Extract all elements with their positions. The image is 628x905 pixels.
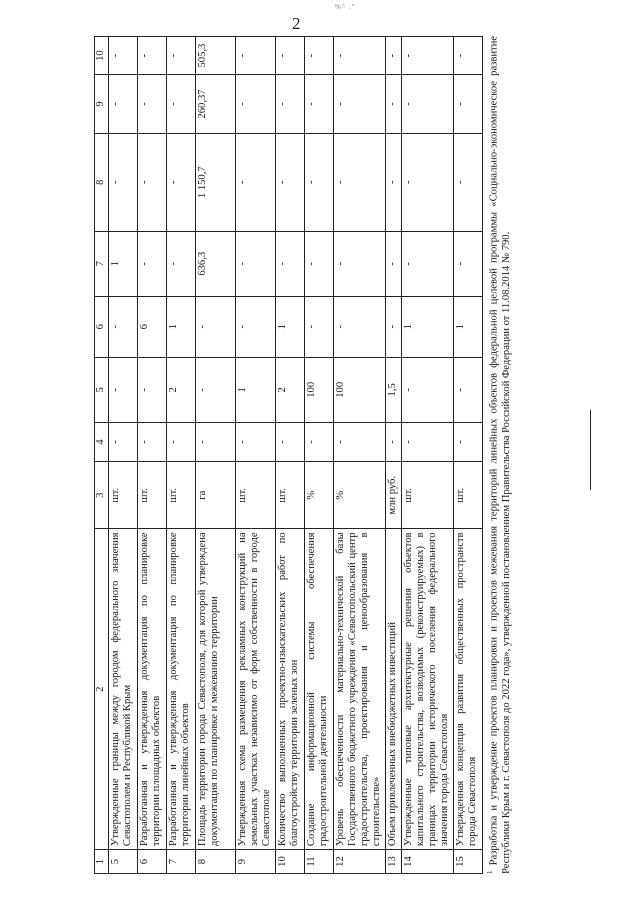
table-cell-unit: шт. — [402, 462, 454, 529]
table-cell-value: - — [236, 75, 276, 134]
table-cell-number: 7 — [167, 850, 196, 874]
table-cell-value: - — [276, 231, 305, 296]
rotated-page-content — [94, 36, 604, 874]
table-cell-value: - — [386, 133, 402, 231]
table-cell-value: - — [109, 422, 138, 461]
table-cell-value: - — [334, 231, 386, 296]
table-cell-value: 1 — [109, 231, 138, 296]
table-cell-value: - — [276, 133, 305, 231]
table-cell-indicator: Утвержденные границы между городом федерального значения Севастополем и Республикой Крым — [109, 529, 138, 850]
table-cell-number: 6 — [138, 850, 167, 874]
table-cell-indicator: Утвержденная концепция развития общественных пространств города Севастополя — [454, 529, 483, 850]
table-cell-value: - — [167, 75, 196, 134]
table-cell-value: - — [386, 296, 402, 357]
footnote-marker: 1 — [486, 870, 494, 874]
table-cell-indicator: Площадь территории города Севастополя, для которой утверждена документация по планировке и межеванию территории — [196, 529, 236, 850]
table-row — [386, 37, 402, 874]
scan-mark: %^ ." — [335, 3, 356, 11]
table-cell-value: - — [386, 37, 402, 75]
table-cell-value: - — [402, 75, 454, 134]
table-cell-value: - — [454, 231, 483, 296]
table-cell-value: - — [138, 75, 167, 134]
table-row — [196, 37, 236, 874]
table-cell-indicator: Утвержденные типовые архитектурные решения объектов капитального строительства, возводимых (реконструируемых) в границах территории исторического поселения федерального значения города Севастополя — [402, 529, 454, 850]
table-cell-value: - — [196, 296, 236, 357]
table-cell-value: 1 — [402, 296, 454, 357]
table-cell-value: 1 — [236, 357, 276, 422]
table-cell-value: - — [402, 37, 454, 75]
table-cell-indicator: Разработанная и утвержденная документация по планировке территории линейных объектов — [167, 529, 196, 850]
header-cell: 4 — [95, 422, 109, 461]
table-cell-value: 1,5 — [386, 357, 402, 422]
table-cell-value: - — [386, 231, 402, 296]
table-cell-number: 12 — [334, 850, 386, 874]
header-row — [95, 37, 109, 874]
table-cell-value: - — [305, 133, 334, 231]
table-cell-value: 1 150,7 — [196, 133, 236, 231]
footnote-text: Разработка и утверждение проектов планировки и проектов межевания территорий линейных объектов федеральной целевой программы «Социально-экономическое развитие Республики Крым и г. Севастополя до 2022 года», утвержденной постановлением Правительства Российской Федерации от 11.08.2014 № 790. — [488, 35, 513, 874]
table-row — [305, 37, 334, 874]
table-cell-value: - — [305, 37, 334, 75]
table-cell-value: - — [167, 133, 196, 231]
table-cell-value: 1 — [276, 296, 305, 357]
table-cell-value: - — [305, 422, 334, 461]
table-row — [276, 37, 305, 874]
table-row — [109, 37, 138, 874]
table-cell-value: - — [236, 422, 276, 461]
table-cell-value: - — [236, 133, 276, 231]
header-cell: 3 — [95, 462, 109, 529]
table-cell-value: - — [402, 422, 454, 461]
table-cell-value: - — [402, 133, 454, 231]
table-cell-indicator: Количество выполненных проектно-изыскательских работ по благоустройству территории зеленых зон — [276, 529, 305, 850]
table-cell-value: - — [454, 357, 483, 422]
table-row — [167, 37, 196, 874]
table-cell-value: - — [334, 296, 386, 357]
table-cell-value: - — [109, 357, 138, 422]
table-cell-value: - — [109, 296, 138, 357]
table-cell-value: - — [196, 422, 236, 461]
table-body — [109, 37, 483, 874]
header-cell: 5 — [95, 357, 109, 422]
table-cell-value: 260,37 — [196, 75, 236, 134]
table-cell-value: - — [167, 37, 196, 75]
table-cell-value: - — [167, 231, 196, 296]
table-cell-value: 6 — [138, 296, 167, 357]
table-cell-value: - — [236, 37, 276, 75]
table-cell-unit: шт. — [138, 462, 167, 529]
table-cell-value: - — [109, 133, 138, 231]
table-cell-unit: % — [334, 462, 386, 529]
table-cell-value: - — [276, 422, 305, 461]
table-row — [138, 37, 167, 874]
table-cell-value: - — [138, 231, 167, 296]
table-cell-value: - — [236, 296, 276, 357]
table-cell-value: - — [305, 75, 334, 134]
table-cell-value: - — [454, 37, 483, 75]
header-cell: 8 — [95, 133, 109, 231]
table-cell-value: - — [334, 75, 386, 134]
table-cell-value: - — [305, 231, 334, 296]
table-cell-value: - — [386, 75, 402, 134]
table-cell-value: 100 — [305, 357, 334, 422]
table-cell-indicator: Утвержденная схема размещения рекламных конструкций на земельных участках независимо от форм собственности в городе Севастополе — [236, 529, 276, 850]
table-cell-indicator: Уровень обеспеченности материально-технической базы Государственного бюджетного учреждения «Севастопольский центр градостроительства, проектирования и ценообразования в строительстве» — [334, 529, 386, 850]
table-cell-number: 10 — [276, 850, 305, 874]
footnote — [486, 36, 514, 874]
table-cell-value: 1 — [454, 296, 483, 357]
table-cell-unit: га — [196, 462, 236, 529]
table-row — [334, 37, 386, 874]
table-cell-value: - — [276, 75, 305, 134]
table-row — [236, 37, 276, 874]
header-cell: 9 — [95, 75, 109, 134]
header-cell: 1 — [95, 850, 109, 874]
table-cell-value: - — [109, 75, 138, 134]
table-cell-unit: млн руб. — [386, 462, 402, 529]
table-cell-unit: шт. — [109, 462, 138, 529]
table-cell-value: - — [334, 422, 386, 461]
table-cell-value: - — [138, 133, 167, 231]
table-cell-value: - — [196, 357, 236, 422]
table-cell-value: - — [402, 231, 454, 296]
header-cell: 2 — [95, 529, 109, 850]
table-cell-unit: шт. — [454, 462, 483, 529]
table-cell-number: 11 — [305, 850, 334, 874]
table-cell-unit: % — [305, 462, 334, 529]
table-cell-value: - — [454, 133, 483, 231]
table-cell-value: - — [276, 37, 305, 75]
table-row — [402, 37, 454, 874]
table-cell-number: 9 — [236, 850, 276, 874]
table-cell-value: - — [138, 422, 167, 461]
table-cell-value: - — [454, 75, 483, 134]
table-cell-value: 2 — [167, 357, 196, 422]
table-cell-value: 2 — [276, 357, 305, 422]
indicators-table — [94, 36, 483, 874]
table-cell-indicator: Объем привлеченных внебюджетных инвестиций — [386, 529, 402, 850]
table-cell-number: 5 — [109, 850, 138, 874]
header-cell: 6 — [95, 296, 109, 357]
table-cell-value: 505,3 — [196, 37, 236, 75]
table-cell-value: - — [386, 422, 402, 461]
table-cell-value: - — [109, 37, 138, 75]
table-cell-value: - — [138, 357, 167, 422]
table-cell-unit: шт. — [276, 462, 305, 529]
table-cell-value: - — [167, 422, 196, 461]
table-row — [454, 37, 483, 874]
table-cell-number: 15 — [454, 850, 483, 874]
table-cell-value: - — [402, 357, 454, 422]
table-cell-unit: шт. — [167, 462, 196, 529]
table-cell-value: 100 — [334, 357, 386, 422]
table-cell-unit: шт. — [236, 462, 276, 529]
table-cell-number: 8 — [196, 850, 236, 874]
header-cell: 10 — [95, 37, 109, 75]
table-cell-indicator: Разработанная и утвержденная документация по планировке территории площадных объектов — [138, 529, 167, 850]
page-number: 2 — [292, 14, 301, 33]
table-cell-number: 14 — [402, 850, 454, 874]
table-cell-number: 13 — [386, 850, 402, 874]
table-cell-value: 636,3 — [196, 231, 236, 296]
table-cell-indicator: Создание информационной системы обеспечения градостроительной деятельности — [305, 529, 334, 850]
table-cell-value: - — [138, 37, 167, 75]
table-cell-value: - — [334, 133, 386, 231]
table-cell-value: - — [334, 37, 386, 75]
table-cell-value: - — [305, 296, 334, 357]
table-cell-value: - — [236, 231, 276, 296]
header-cell: 7 — [95, 231, 109, 296]
table-cell-value: - — [454, 422, 483, 461]
table-cell-value: 1 — [167, 296, 196, 357]
